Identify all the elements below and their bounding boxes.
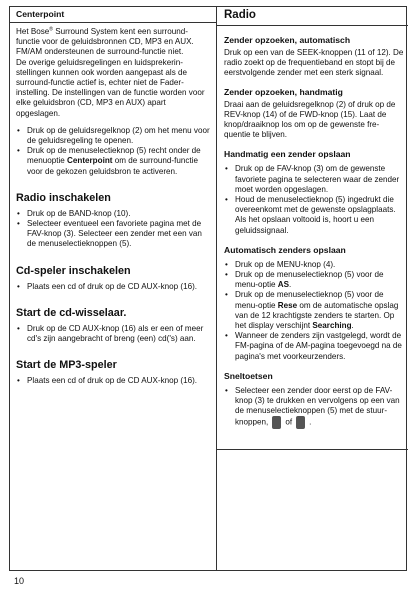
centerpoint-settings: De overige geluidsregelingen en luidsprekerin-stellingen kunnen ook worden aangepast als de surround-functie actief is, echter niet de Fader-instelling. De instellingen van de functie worden voor elke geluidsbron (CD, MP3 en AUX) apart opgeslagen.	[16, 57, 205, 118]
list-item: • Druk op de menuselectieknop (5) voor de menu-optie AS.	[224, 270, 404, 290]
centerpoint-intro: Het Bose® Surround System kent een surround-functie voor de geluidsbronnen CD, MP3 en AUX. FM/AM ondersteunen de surround-functie niet.	[16, 26, 194, 57]
seek-auto-text: Druk op een van de SEEK-knoppen (11 of 12). De radio zoekt op de frequentieband en stopt bij de eerstvolgende zender met een sterk signaal.	[224, 48, 404, 78]
heading-seek-manual: Zender opzoeken, handmatig	[224, 86, 343, 97]
list-item: • Druk op de MENU-knop (4).	[224, 260, 404, 270]
steering-button-up-icon	[272, 416, 281, 429]
steering-button-down-icon	[296, 416, 305, 429]
shortcuts-steps	[224, 386, 404, 430]
column-divider	[216, 7, 217, 570]
heading-save-manual: Handmatig een zender opslaan	[224, 149, 351, 160]
heading-save-auto: Automatisch zenders opslaan	[224, 244, 346, 255]
rule	[216, 449, 408, 450]
rule	[216, 25, 408, 26]
list-item: • Druk op de geluidsregelknop (2) om het menu voor de geluidsregeling te openen.	[16, 126, 210, 146]
list-item: • Druk op de menuselectieknop (5) recht onder de menuoptie Centerpoint om de surround-functie voor de gekozen geluidsbron te activeren.	[16, 146, 210, 177]
cd-on-steps	[16, 282, 210, 292]
heading-changer: Start de cd-wisselaar.	[16, 306, 127, 319]
heading-seek-auto: Zender opzoeken, automatisch	[224, 35, 351, 45]
list-item: • Druk op de BAND-knop (10).	[16, 209, 210, 219]
centerpoint-steps	[16, 126, 210, 177]
page-title: Radio	[224, 9, 256, 21]
changer-steps	[16, 324, 210, 344]
left-column	[16, 7, 210, 386]
right-column	[224, 7, 404, 429]
rule	[10, 22, 217, 23]
list-item: • Houd de menuselectieknop (5) ingedrukt die overeenkomt met de gewenste opslagplaats. Als het opslaan voltooid is, hoort u een geluidssignaal.	[224, 195, 404, 236]
heading-mp3: Start de MP3-speler	[16, 359, 117, 372]
list-item: • Wanneer de zenders zijn vastgelegd, wordt de FM-pagina of de AM-pagina toegevoegd na de pagina's met voorkeurzenders.	[224, 331, 404, 362]
save-manual-steps	[224, 164, 404, 235]
list-item: • Druk op de CD AUX-knop (16) als er een of meer cd's zijn aangebracht of breng (een) cd('s) aan.	[16, 324, 210, 344]
save-auto-steps	[224, 260, 404, 362]
list-item: • Druk op de FAV-knop (3) om de gewenste favoriete pagina te selecteren waar de zender moet worden opgeslagen.	[224, 164, 404, 195]
mp3-steps	[16, 376, 210, 386]
page-frame	[9, 6, 407, 571]
list-item: • Druk op de menuselectieknop (5) voor de menu-optie Rese om de automatische opslag van de 12 krachtigste zenders te starten. Op het display verschijnt Searching.	[224, 290, 404, 331]
heading-centerpoint: Centerpoint	[16, 9, 65, 19]
list-item: • Plaats een cd of druk op de CD AUX-knop (16).	[16, 282, 210, 292]
list-item: • Plaats een cd of druk op de CD AUX-knop (16).	[16, 376, 210, 386]
heading-radio-on: Radio inschakelen	[16, 191, 111, 204]
list-item: • Selecteer een zender door eerst op de FAV-knop (3) te drukken en vervolgens op een van de menuselectieknoppen (5) met de stuur-knoppen, of .	[224, 386, 404, 430]
radio-on-steps	[16, 209, 210, 250]
list-item: • Selecteer eventueel een favoriete pagina met de FAV-knop (3). Selecteer een zender met een van de menuselectieknoppen (5).	[16, 219, 210, 250]
page-number: 10	[14, 576, 25, 586]
heading-cd-on: Cd-speler inschakelen	[16, 264, 131, 277]
seek-manual-text: Draai aan de geluidsregelknop (2) of druk op de REV-knop (14) of de FWD-knop (15). Laat de knop/draaiknop los om op de gewenste fre-quentie te blijven.	[224, 99, 396, 140]
heading-shortcuts: Sneltoetsen	[224, 370, 273, 381]
